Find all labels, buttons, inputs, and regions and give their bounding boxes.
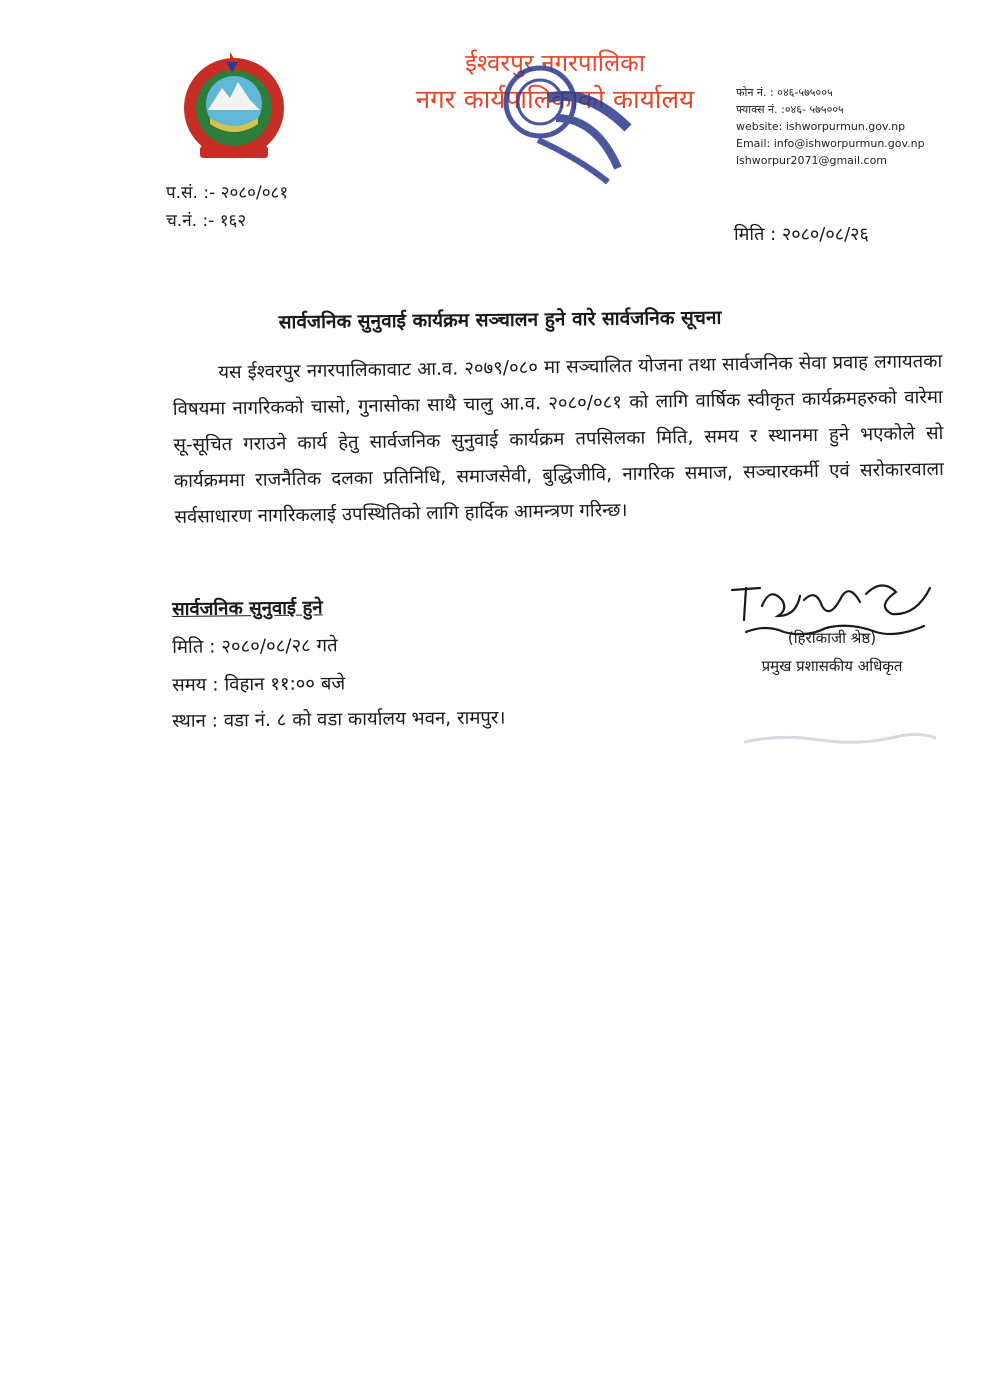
- signatory-title: प्रमुख प्रशासकीय अधिकृत: [761, 657, 903, 675]
- hearing-time: समय : विहान ११:०० बजे: [172, 673, 346, 696]
- chalani-number: च.नं. :- १६२: [166, 211, 247, 231]
- patra-sankhya: प.सं. :- २०८०/०८१: [166, 183, 289, 203]
- notice-subject: सार्वजनिक सुनुवाई कार्यक्रम सञ्चालन हुने वारे सार्वजनिक सूचना: [278, 306, 722, 334]
- office-name-line-1: ईश्वरपुर नगरपालिका: [465, 49, 645, 77]
- hearing-date: मिति : २०८०/०८/२८ गते: [172, 635, 338, 658]
- nepal-emblem-icon: [178, 48, 290, 164]
- faded-stamp-icon: [740, 724, 940, 754]
- contact-fax: फ्याक्स नं. :०४६- ५७५००५: [736, 103, 844, 116]
- contact-email-secondary: ishworpur2071@gmail.com: [736, 154, 888, 167]
- contact-email: Email: info@ishworpurmun.gov.np: [736, 137, 925, 150]
- office-name-line-2: नगर कार्यपालिकाको कार्यालय: [415, 85, 695, 115]
- letter-date: मिति : २०८०/०८/२६: [734, 224, 869, 245]
- hearing-place: स्थान : वडा नं. ८ को वडा कार्यालय भवन, रामपुर।: [172, 707, 506, 732]
- hearing-heading: सार्वजनिक सुनुवाई हुने: [172, 597, 323, 620]
- contact-website: website: ishworpurmun.gov.np: [736, 120, 906, 133]
- notice-body: यस ईश्वरपुर नगरपालिकावाट आ.व. २०७९/०८० मा सञ्चालित योजना तथा सार्वजनिक सेवा प्रवाह लगायतका विषयमा नागरिकको चासो, गुनासोका साथै चालु आ.व. २०८०/०८१ को लागि वार्षिक स्वीकृत कार्यक्रमहरुको वारेमा सू-सूचित गराउने कार्य हेतु सार्वजनिक सुनुवाई कार्यक्रम तपसिलका मिति, समय र स्थानमा हुने भएकोले सो कार्यक्रममा राजनैतिक दलका प्रतिनिधि, समाजसेवी, बुद्धिजीवि, नागरिक समाज, सञ्चारकर्मी एवं सरोकारवाला सर्वसाधारण नागरिकलाई उपस्थितिको लागि हार्दिक आमन्त्रण गरिन्छ।: [172, 350, 945, 528]
- contact-phone: फोन नं. : ०४६-५७५००५: [736, 86, 833, 99]
- office-stamp-icon: [478, 58, 654, 188]
- signatory-name: (हिराकाजी श्रेष्ठ): [787, 629, 877, 647]
